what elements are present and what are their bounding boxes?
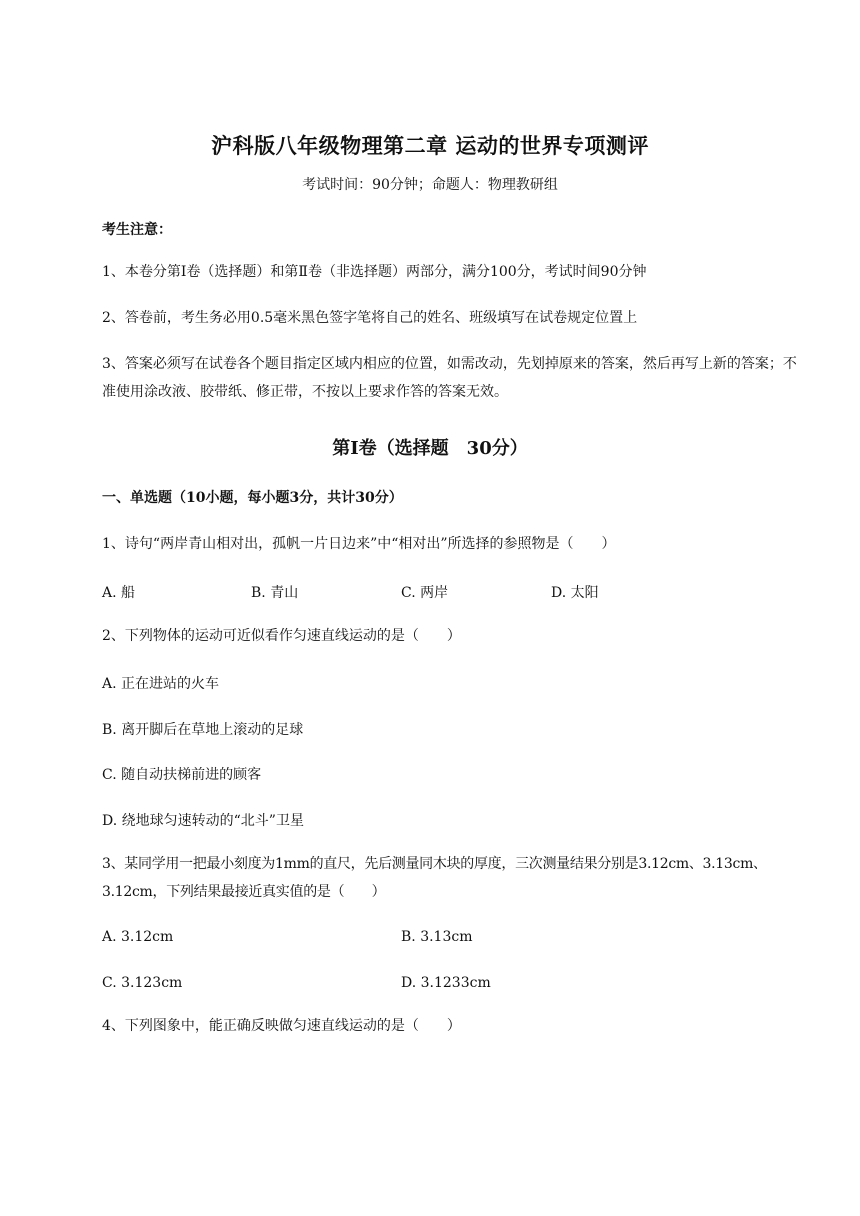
notice-item-2: 2、答卷前，考生务必用0.5毫米黑色签字笔将自己的姓名、班级填写在试卷规定位置上 xyxy=(102,310,638,326)
notice-item-1: 1、本卷分第Ⅰ卷（选择题）和第Ⅱ卷（非选择题）两部分，满分100分，考试时间90分钟 xyxy=(102,264,647,280)
question-4-stem: 4、下列图象中，能正确反映做匀速直线运动的是（ ） xyxy=(102,1018,461,1034)
question-3-stem: 3、某同学用一把最小刻度为1mm的直尺，先后测量同木块的厚度，三次测量结果分别是3.12cm、3.13cm、3.12cm，下列结果最接近真实值的是（ ） xyxy=(102,856,767,900)
question-1-option-b: B. 青山 xyxy=(251,585,299,601)
question-2-stem: 2、下列物体的运动可近似看作匀速直线运动的是（ ） xyxy=(102,628,461,644)
notice-heading: 考生注意： xyxy=(102,222,172,238)
exam-title: 沪科版八年级物理第二章 运动的世界专项测评 xyxy=(211,133,649,158)
exam-subtitle: 考试时间：90分钟；命题人：物理教研组 xyxy=(302,177,558,193)
question-2-option-b: B. 离开脚后在草地上滚动的足球 xyxy=(102,722,304,738)
question-2-option-d: D. 绕地球匀速转动的“北斗”卫星 xyxy=(102,813,304,829)
question-1-option-a: A. 船 xyxy=(102,585,136,601)
section-title: 第Ⅰ卷（选择题 30分） xyxy=(332,438,528,459)
question-3-option-a: A. 3.12cm xyxy=(102,929,174,945)
part-heading: 一、单选题（10小题，每小题3分，共计30分） xyxy=(102,490,403,506)
question-3-option-d: D. 3.1233cm xyxy=(401,975,491,991)
question-1-option-c: C. 两岸 xyxy=(401,585,449,601)
question-3-option-b: B. 3.13cm xyxy=(401,929,473,945)
question-1-stem: 1、诗句“两岸青山相对出，孤帆一片日边来”中“相对出”所选择的参照物是（ ） xyxy=(102,536,616,552)
question-2-option-a: A. 正在进站的火车 xyxy=(102,676,220,692)
question-1-option-d: D. 太阳 xyxy=(551,585,599,601)
question-2-option-c: C. 随自动扶梯前进的顾客 xyxy=(102,767,262,783)
notice-item-3: 3、答案必须写在试卷各个题目指定区域内相应的位置，如需改动，先划掉原来的答案，然后再写上新的答案；不准使用涂改液、胶带纸、修正带，不按以上要求作答的答案无效。 xyxy=(102,356,797,400)
question-3-option-c: C. 3.123cm xyxy=(102,975,183,991)
